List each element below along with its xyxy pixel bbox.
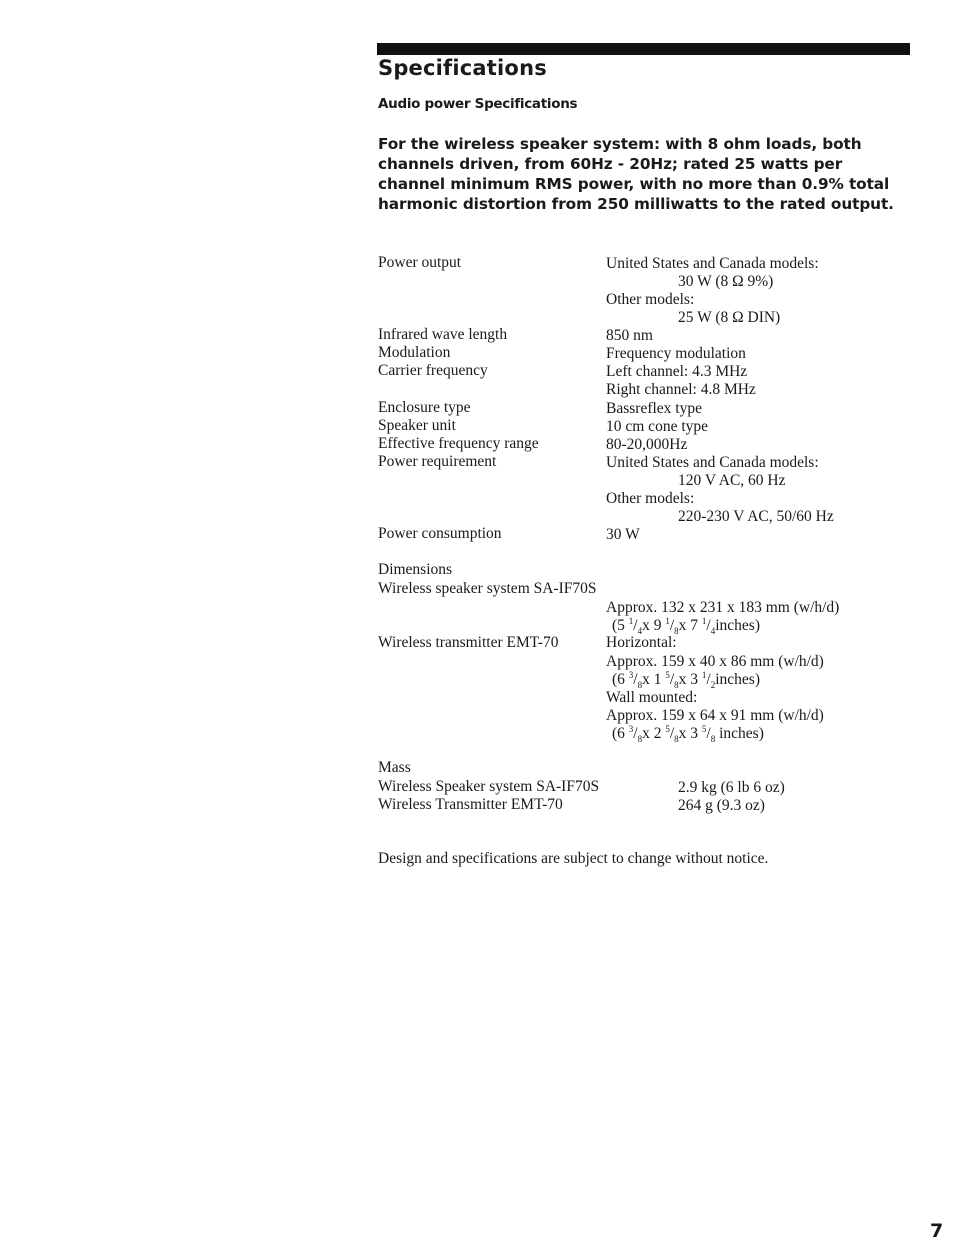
rating-statement: For the wireless speaker system: with 8 ohm loads, both channels driven, from 60Hz - 20Hz; rated 25 watts per channel minimum RMS power, with no more than 0.9% total harmonic distortion from 250 milliwatts to the rated output. — [378, 135, 894, 213]
spec-value: 120 V AC, 60 Hz — [678, 472, 786, 489]
dimensions-transmitter-label: Wireless transmitter EMT-70 — [378, 634, 559, 651]
dimensions-speaker-inches: (5 $^1/_4x$ 9 $^1/_8x$ 7 $^1/_4inches$) — [612, 615, 760, 637]
spec-value: 30 W — [606, 526, 640, 543]
spec-value: United States and Canada models: — [606, 454, 819, 471]
spec-value: Approx. 159 x 64 x 91 mm (w/h/d) — [606, 707, 824, 724]
spec-value: Wall mounted: — [606, 689, 698, 706]
page-number: 7 — [930, 1220, 944, 1242]
spec-value: 264 g (9.3 oz) — [678, 797, 765, 814]
spec-label-carrier: Carrier frequency — [378, 362, 488, 379]
spec-value: 80-20,000Hz — [606, 436, 688, 453]
dimensions-horizontal-inches: (6 $^3/_8x$ 1 $^5/_8x$ 3 $^1/_2inches$) — [612, 669, 760, 691]
mass-transmitter-label: Wireless Transmitter EMT-70 — [378, 796, 563, 813]
section-subtitle: Audio power Specifications — [378, 96, 578, 112]
spec-value: Frequency modulation — [606, 345, 746, 362]
header-rule — [377, 43, 910, 55]
spec-value: Left channel: 4.3 MHz — [606, 363, 748, 380]
spec-value: 25 W (8 Ω DIN) — [678, 309, 781, 326]
spec-value: 850 nm — [606, 327, 653, 344]
spec-value: 30 W (8 Ω 9%) — [678, 273, 774, 290]
spec-value: Other models: — [606, 291, 695, 308]
spec-label-enclosure: Enclosure type — [378, 399, 471, 416]
spec-value: 10 cm cone type — [606, 418, 709, 435]
spec-label-frequency-range: Effective frequency range — [378, 435, 539, 452]
spec-label-power-requirement: Power requirement — [378, 453, 497, 470]
mass-speaker-label: Wireless Speaker system SA-IF70S — [378, 778, 600, 795]
mass-heading: Mass — [378, 759, 411, 776]
spec-value: 2.9 kg (6 lb 6 oz) — [678, 779, 785, 796]
dimensions-speaker-label: Wireless speaker system SA-IF70S — [378, 580, 597, 597]
change-notice: Design and specifications are subject to change without notice. — [378, 850, 769, 867]
spec-value: United States and Canada models: — [606, 255, 819, 272]
spec-value: 220-230 V AC, 50/60 Hz — [678, 508, 834, 525]
spec-value: Other models: — [606, 490, 695, 507]
spec-label-infrared: Infrared wave length — [378, 326, 508, 343]
dimensions-wall-inches: (6 $^3/_8x$ 2 $^5/_8x$ 3 $^5/_8$ inches) — [612, 723, 764, 745]
spec-value: Horizontal: — [606, 634, 677, 651]
spec-value: Approx. 132 x 231 x 183 mm (w/h/d) — [606, 599, 840, 616]
spec-value: Approx. 159 x 40 x 86 mm (w/h/d) — [606, 653, 824, 670]
spec-label-power-consumption: Power consumption — [378, 525, 502, 542]
spec-label-modulation: Modulation — [378, 344, 451, 361]
spec-value: Right channel: 4.8 MHz — [606, 381, 756, 398]
spec-value: Bassreflex type — [606, 400, 702, 417]
spec-label-power-output: Power output — [378, 254, 462, 271]
spec-label-speaker-unit: Speaker unit — [378, 417, 456, 434]
page-title: Specifications — [378, 56, 547, 80]
dimensions-heading: Dimensions — [378, 561, 453, 578]
